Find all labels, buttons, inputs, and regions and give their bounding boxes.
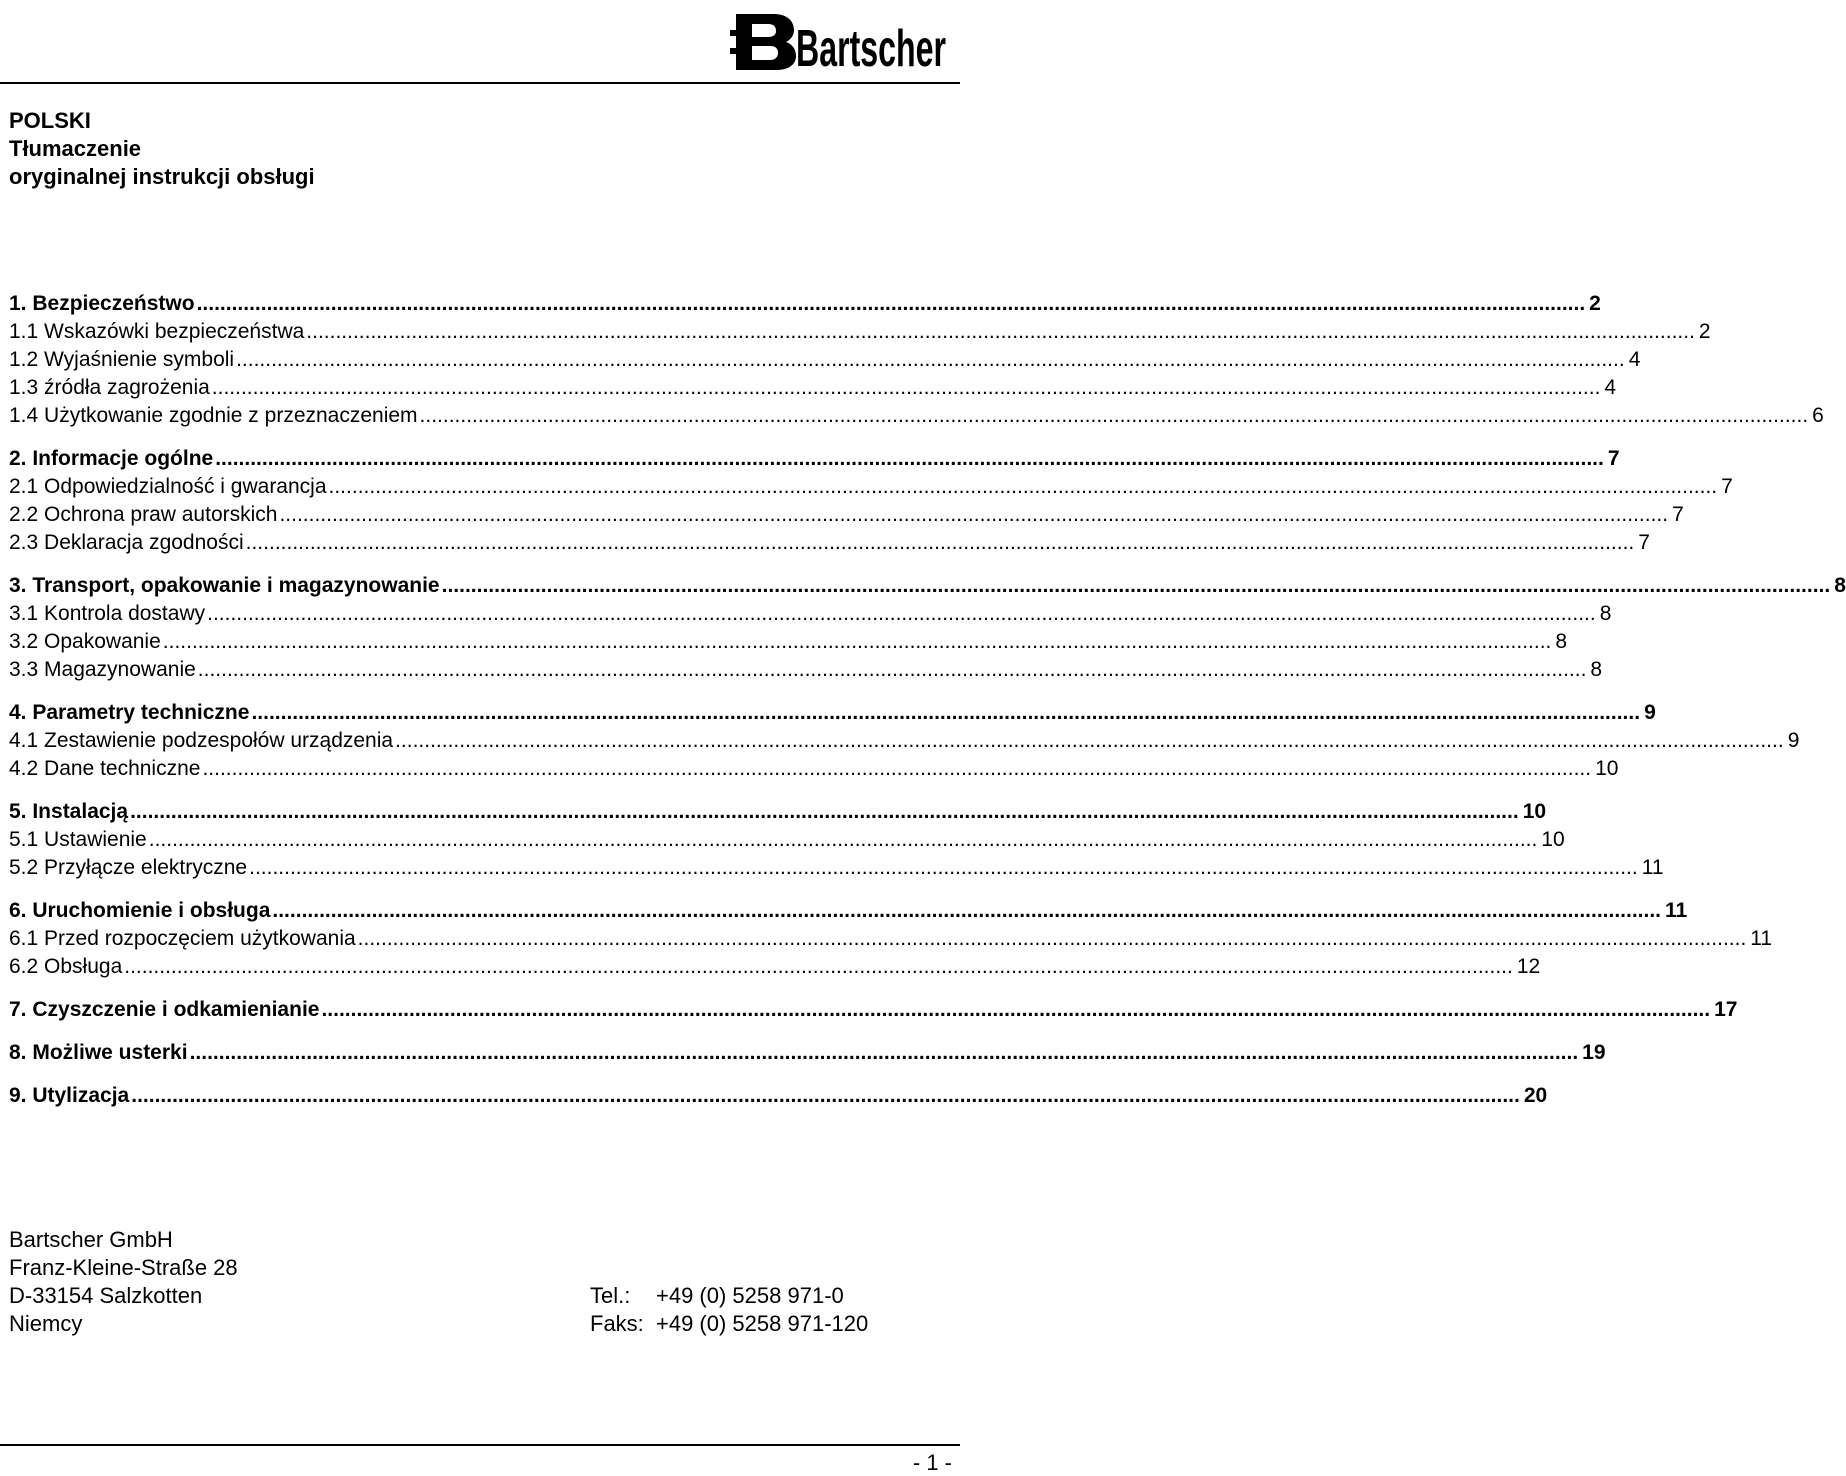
toc-entry-page: 2 (1698, 320, 1711, 343)
toc-leader-dots (190, 1039, 1579, 1067)
toc-section[interactable] (9, 628, 1568, 656)
toc-entry-label: 6. Uruchomienie i obsługa (9, 899, 271, 922)
toc-entry-page: 7 (1638, 531, 1650, 554)
toc-entry-label: 1.1 Wskazówki bezpieczeństwa (9, 320, 305, 343)
manual-heading: oryginalnej instrukcji obsługi (9, 164, 315, 189)
toc-entry-page: 8 (1834, 574, 1846, 597)
city-address: D-33154 Salzkotten (9, 1283, 203, 1308)
table-of-contents (9, 290, 1846, 1110)
toc-leader-dots (124, 953, 1513, 981)
toc-section[interactable] (9, 854, 1664, 882)
phone-number: +49 (0) 5258 971-0 (656, 1283, 844, 1308)
toc-section[interactable] (9, 374, 1617, 402)
toc-chapter[interactable] (9, 445, 1620, 473)
toc-chapter[interactable] (9, 572, 1846, 600)
toc-chapter[interactable] (9, 699, 1656, 727)
toc-leader-dots (198, 656, 1587, 684)
toc-section[interactable] (9, 529, 1650, 557)
toc-chapter[interactable] (9, 996, 1738, 1024)
toc-leader-dots (131, 1082, 1520, 1110)
toc-section[interactable] (9, 318, 1711, 346)
toc-entry-page: 9 (1644, 701, 1656, 724)
toc-chapter[interactable] (9, 798, 1547, 826)
toc-entry-page: 9 (1787, 729, 1800, 752)
toc-entry-label: 6.2 Obsługa (9, 955, 123, 978)
toc-entry-label: 9. Utylizacja (9, 1084, 130, 1107)
toc-entry-page: 20 (1523, 1084, 1548, 1107)
toc-chapter[interactable] (9, 1082, 1548, 1110)
toc-leader-dots (236, 346, 1625, 374)
toc-chapter[interactable] (9, 897, 1688, 925)
toc-entry-label: 3. Transport, opakowanie i magazynowanie (9, 574, 440, 597)
toc-leader-dots (149, 826, 1538, 854)
toc-entry-label: 2.3 Deklaracja zgodności (9, 531, 244, 554)
fax-row (590, 1310, 868, 1338)
toc-entry-label: 6.1 Przed rozpoczęciem użytkowania (9, 927, 356, 950)
toc-entry-page: 8 (1599, 602, 1612, 625)
toc-chapter[interactable] (9, 290, 1601, 318)
toc-leader-dots (130, 798, 1519, 826)
page-number: - 1 - (912, 1450, 952, 1475)
toc-section[interactable] (9, 402, 1824, 430)
company-name: Bartscher GmbH (9, 1227, 173, 1252)
toc-section[interactable] (9, 826, 1565, 854)
street-address: Franz-Kleine-Straße 28 (9, 1255, 238, 1280)
toc-section[interactable] (9, 473, 1733, 501)
toc-leader-dots (442, 572, 1831, 600)
toc-entry-page: 11 (1641, 856, 1664, 879)
toc-entry-page: 7 (1607, 447, 1620, 470)
toc-entry-label: 3.2 Opakowanie (9, 630, 161, 653)
company-address (9, 1226, 238, 1338)
toc-entry-label: 1. Bezpieczeństwo (9, 292, 195, 315)
toc-entry-page: 10 (1541, 828, 1565, 851)
toc-entry-label: 1.2 Wyjaśnienie symboli (9, 348, 235, 371)
toc-leader-dots (212, 374, 1601, 402)
toc-entry-label: 1.3 źródła zagrożenia (9, 376, 210, 399)
toc-entry-label: 4.2 Dane techniczne (9, 757, 201, 780)
toc-leader-dots (395, 727, 1784, 755)
toc-entry-label: 4. Parametry techniczne (9, 701, 250, 724)
bartscher-logo-icon (730, 8, 950, 78)
footer-divider (0, 1444, 960, 1446)
toc-entry-label: 5.1 Ustawienie (9, 828, 147, 851)
toc-entry-label: 5. Instalacją (9, 800, 129, 823)
toc-entry-label: 1.4 Użytkowanie zgodnie z przeznaczeniem (9, 404, 418, 427)
toc-section[interactable] (9, 755, 1619, 783)
toc-leader-dots (251, 699, 1640, 727)
toc-entry-label: 2. Informacje ogólne (9, 447, 214, 470)
toc-section[interactable] (9, 600, 1612, 628)
toc-leader-dots (249, 854, 1638, 882)
toc-entry-label: 4.1 Zestawienie podzespołów urządzenia (9, 729, 394, 752)
toc-entry-page: 10 (1595, 757, 1619, 780)
toc-entry-page: 11 (1750, 927, 1773, 950)
toc-entry-page: 2 (1589, 292, 1601, 315)
toc-leader-dots (163, 628, 1552, 656)
toc-entry-page: 6 (1812, 404, 1824, 427)
toc-entry-label: 5.2 Przyłącze elektryczne (9, 856, 248, 879)
bartscher-logo (730, 8, 950, 78)
toc-leader-dots (202, 755, 1591, 783)
toc-leader-dots (420, 402, 1809, 430)
toc-leader-dots (358, 925, 1747, 953)
toc-entry-page: 19 (1582, 1041, 1606, 1064)
toc-entry-label: 3.1 Kontrola dostawy (9, 602, 206, 625)
toc-entry-page: 10 (1522, 800, 1547, 823)
toc-entry-page: 11 (1665, 899, 1688, 922)
toc-entry-page: 17 (1714, 998, 1738, 1021)
fax-label: Faks: (590, 1311, 644, 1336)
fax-number: +49 (0) 5258 971-120 (656, 1311, 869, 1336)
toc-section[interactable] (9, 953, 1541, 981)
toc-entry-label: 3.3 Magazynowanie (9, 658, 196, 681)
header-divider (0, 82, 960, 84)
toc-entry-page: 4 (1604, 376, 1617, 399)
toc-entry-label: 2.2 Ochrona praw autorskich (9, 503, 278, 526)
toc-section[interactable] (9, 925, 1773, 953)
toc-entry-page: 7 (1721, 475, 1733, 498)
toc-entry-page: 8 (1590, 658, 1603, 681)
translation-heading: Tłumaczenie (9, 136, 142, 161)
toc-leader-dots (306, 318, 1695, 346)
document-title (9, 107, 315, 191)
logo-text: Bartscher (796, 20, 946, 78)
toc-entry-page: 7 (1672, 503, 1684, 526)
toc-entry-page: 8 (1555, 630, 1568, 653)
toc-section[interactable] (9, 501, 1684, 529)
toc-section[interactable] (9, 656, 1603, 684)
toc-leader-dots (329, 473, 1718, 501)
toc-entry-page: 4 (1628, 348, 1641, 371)
toc-leader-dots (207, 600, 1596, 628)
toc-leader-dots (197, 290, 1586, 318)
toc-section[interactable] (9, 727, 1800, 755)
toc-entry-page: 12 (1516, 955, 1541, 978)
contact-info (590, 1282, 868, 1338)
toc-section[interactable] (9, 346, 1641, 374)
toc-leader-dots (246, 529, 1635, 557)
phone-label: Tel.: (590, 1283, 631, 1308)
language-heading: POLSKI (9, 108, 91, 133)
toc-chapter[interactable] (9, 1039, 1606, 1067)
toc-leader-dots (279, 501, 1668, 529)
toc-entry-label: 8. Możliwe usterki (9, 1041, 188, 1064)
toc-entry-label: 7. Czyszczenie i odkamienianie (9, 998, 320, 1021)
toc-leader-dots (321, 996, 1710, 1024)
country: Niemcy (9, 1311, 83, 1336)
phone-row (590, 1282, 868, 1310)
toc-leader-dots (215, 445, 1604, 473)
toc-leader-dots (272, 897, 1661, 925)
toc-entry-label: 2.1 Odpowiedzialność i gwarancja (9, 475, 327, 498)
